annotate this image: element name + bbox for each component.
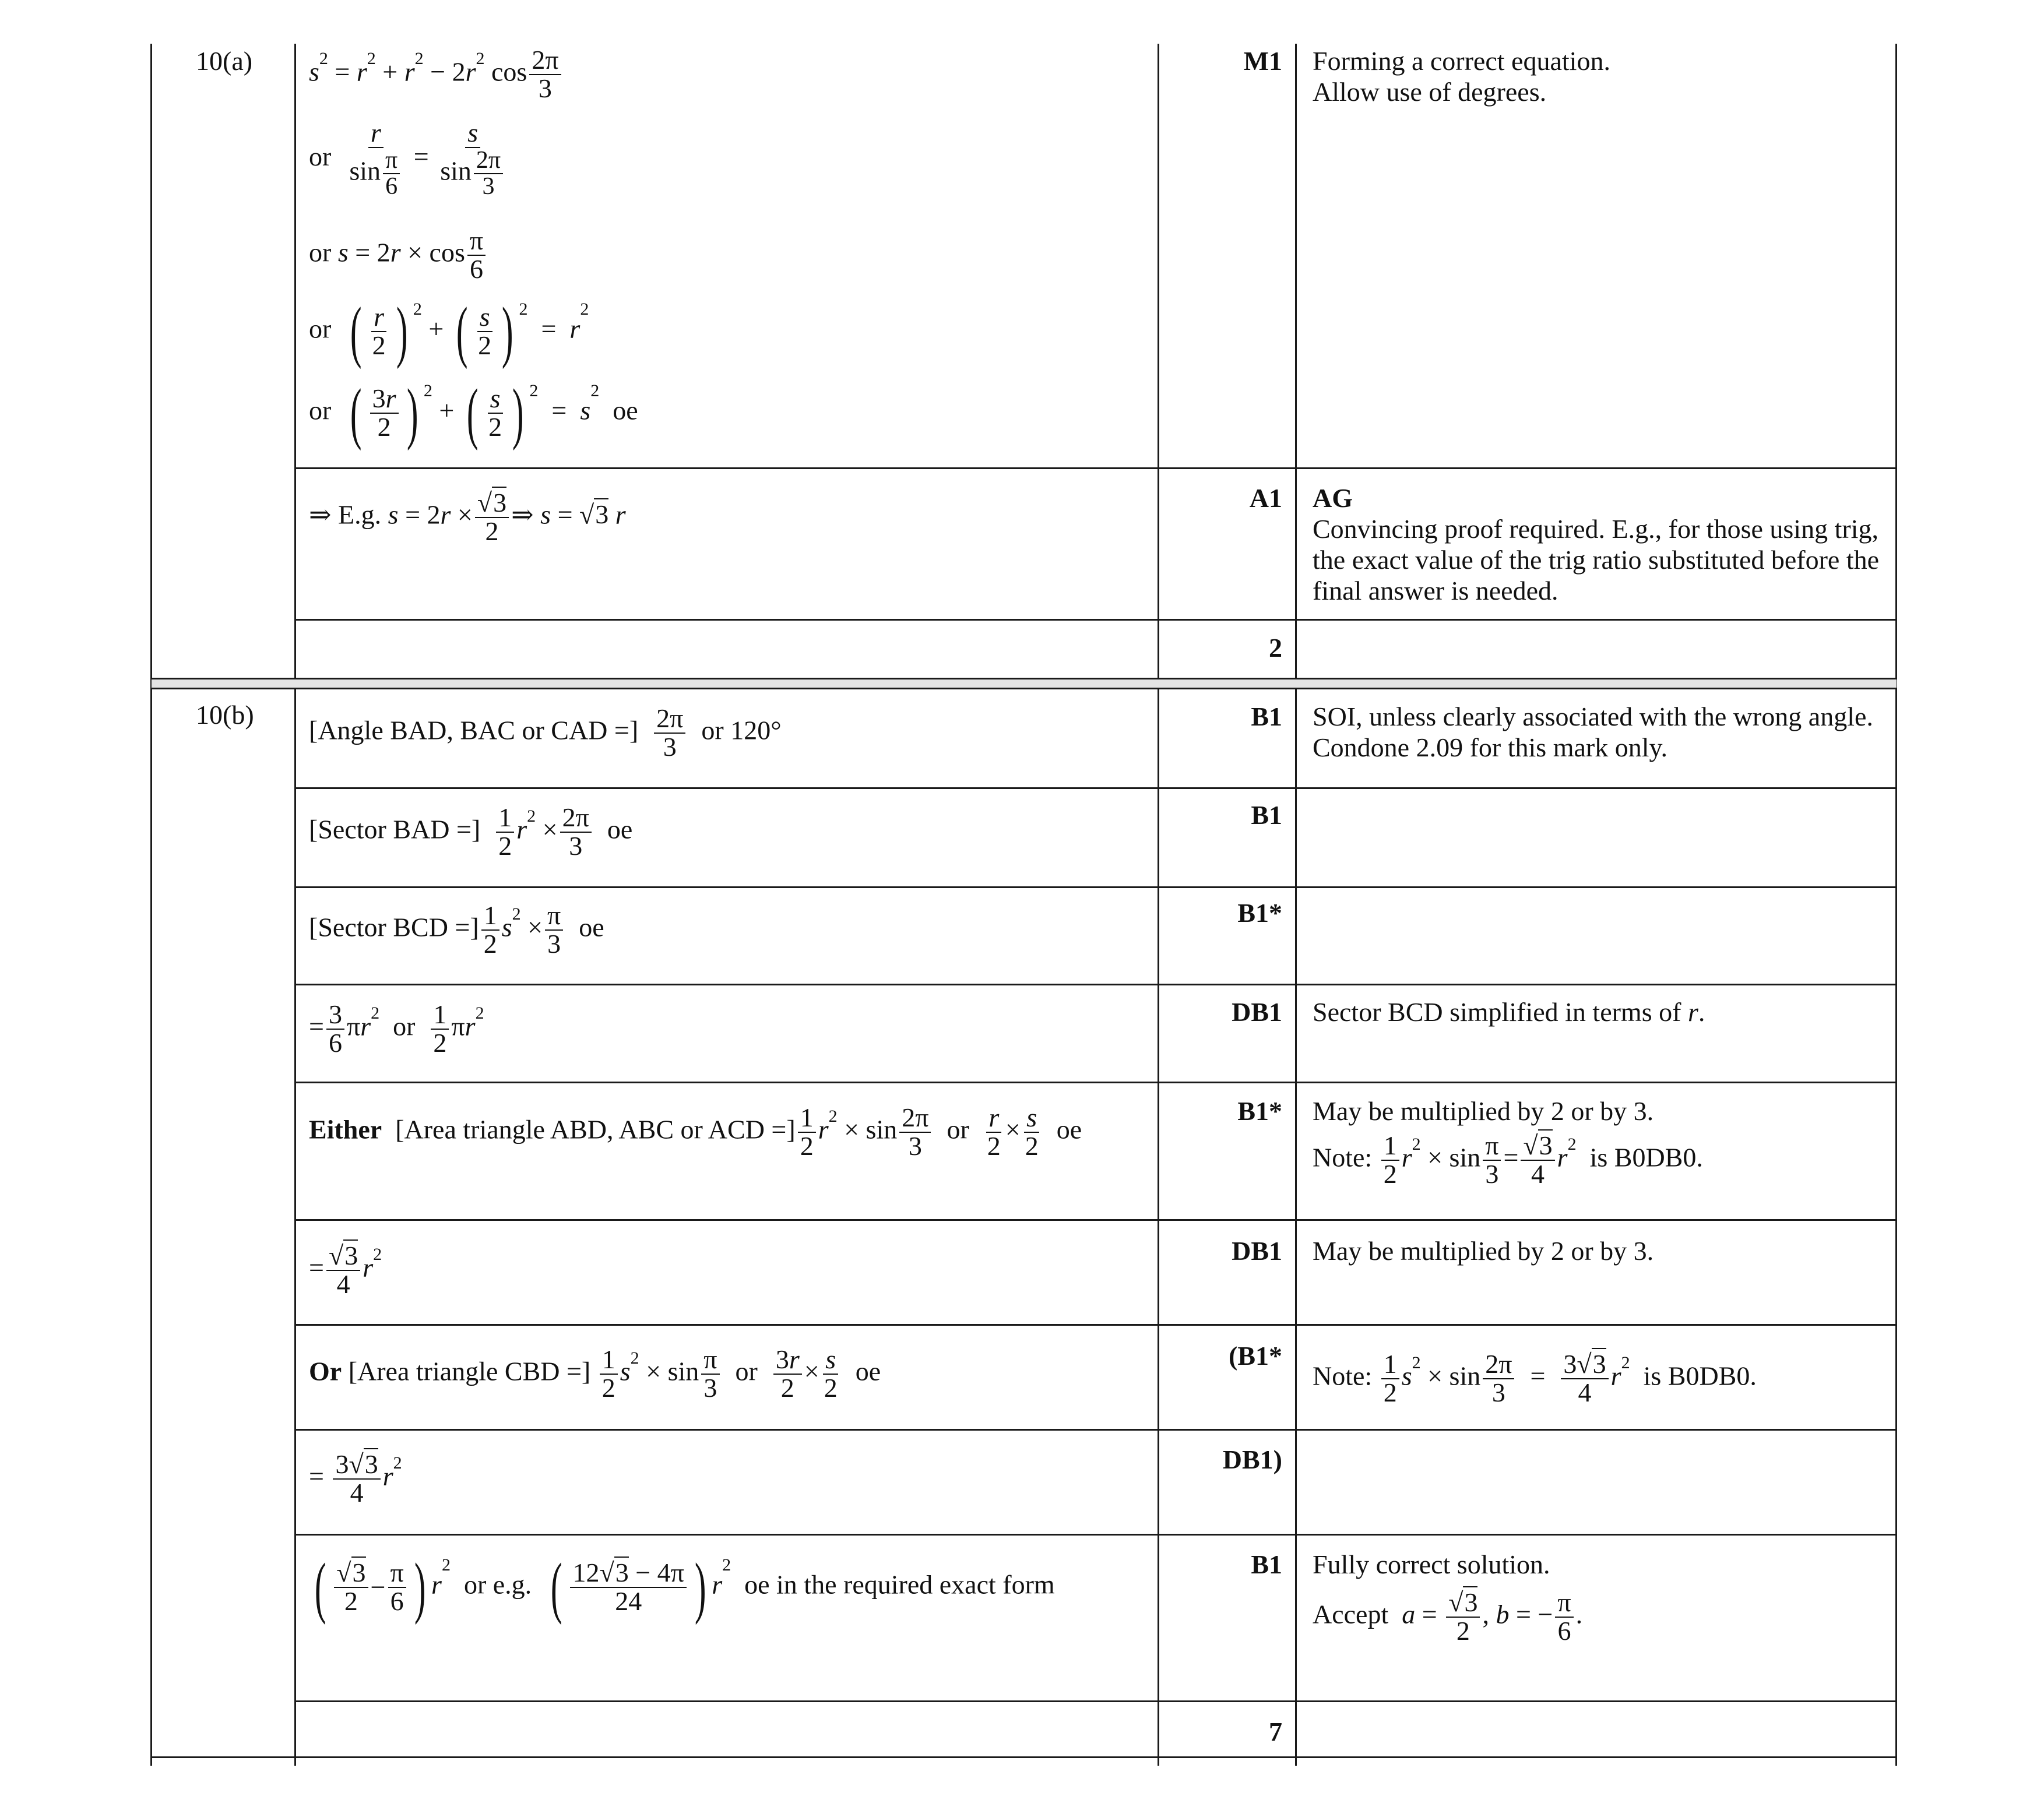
question-number: 10(b) [196, 700, 254, 730]
guidance-text: Forming a correct equation. Allow use of degrees. [1313, 46, 1610, 107]
question-separator [152, 678, 1897, 689]
answer-equation-pythagoras-1: or ( r 2 ) $^2$ + ( s 2 ) $^2 = r^2$ [309, 293, 589, 369]
answer-triangle-either: Either [Area triangle ABD, ABC or ACD =] $\frac{1}{2}$ $r^2 \times \sin$ $\frac{2\pi}{3}$ or $\frac{r}{2}$ × $\frac{s}{2}$ oe [309, 1103, 1082, 1161]
answer-triangle-cbd-value: = $\frac{3√3}{4}$ $r^2$ [309, 1449, 402, 1508]
column-divider-answer [294, 44, 296, 1766]
mark-code: B1 [1251, 1550, 1282, 1579]
column-divider-guidance [1295, 44, 1297, 1766]
total-marks: 7 [1269, 1717, 1282, 1746]
mark-code: A1 [1249, 483, 1282, 513]
guidance-text: Sector BCD simplified in terms of r. [1313, 997, 1705, 1027]
answer-conclusion: ⇒ E.g. s = 2r × $\frac{√3}{2}$ ⇒ s = √3 r [309, 488, 626, 546]
guidance-text: SOI, unless clearly associated with the wrong angle. Condone 2.09 for this mark only. [1313, 702, 1873, 762]
guidance-text: Fully correct solution. Accept a = $\frac{√3}{2}$ , b = − $\frac{\pi}{6}$ . [1313, 1550, 1583, 1646]
answer-equation-pythagoras-2: or ( 3r 2 ) $^2$ + ( s 2 ) $^2 = s^2$ oe [309, 375, 638, 451]
guidance-text: May be multiplied by 2 or by 3. Note: $\frac{1}{2}$ $r^2 \times \sin$ $\frac{\pi}{3}$ = $\frac{√3}{4}$ $r^2$ is B0DB0. [1313, 1096, 1703, 1189]
answer-sector-simplified: = $\frac{3}{6}$ $\pi r^2$ or $\frac{1}{2}$ $\pi r^2$ [309, 999, 484, 1058]
mark-code: DB1 [1232, 1236, 1282, 1266]
row-divider [294, 1534, 1897, 1536]
row-divider [294, 886, 1897, 888]
guidance-text: May be multiplied by 2 or by 3. [1313, 1236, 1654, 1266]
answer-triangle-or: Or [Area triangle CBD =] $\frac{1}{2}$ $s^2 \times \sin$ $\frac{\pi}{3}$ or $\frac{3r}{2}$ × $\frac{s}{2}$ oe [309, 1344, 881, 1403]
question-number: 10(a) [196, 46, 253, 76]
row-divider [294, 1082, 1897, 1083]
answer-equation-cos-half: or s = 2r × cos $\frac{\pi}{6}$ [309, 227, 488, 283]
mark-code: DB1) [1222, 1445, 1282, 1474]
row-divider [294, 1324, 1897, 1326]
row-divider [294, 467, 1897, 469]
row-divider [294, 1219, 1897, 1221]
table-border-bottom [150, 1756, 1897, 1758]
mark-code: B1* [1237, 898, 1282, 928]
mark-code: (B1* [1229, 1341, 1282, 1371]
mark-code: B1 [1251, 702, 1282, 731]
guidance-text: AG Convincing proof required. E.g., for those using trig, the exact value of the trig ratio substituted before the final answer is needed. [1313, 483, 1880, 605]
row-divider [294, 787, 1897, 789]
answer-sector-bcd: [Sector BCD =] $\frac{1}{2}$ $s^2$ × $\frac{\pi}{3}$ oe [309, 900, 604, 959]
row-divider [294, 1700, 1897, 1702]
mark-code: B1 [1251, 800, 1282, 830]
table-border-right [1895, 44, 1897, 1766]
answer-sector-bad: [Sector BAD =] $\frac{1}{2}$ $r^2$ × $\frac{2\pi}{3}$ oe [309, 802, 633, 861]
answer-triangle-value: = $\frac{√3}{4}$ $r^2$ [309, 1241, 382, 1299]
answer-equation-cosine-rule: $s^2 = r^2 + r^2 - 2r^2$ cos $\frac{2\pi}{3}$ [309, 47, 564, 103]
answer-angle: [Angle BAD, BAC or CAD =] $\frac{2\pi}{3}$ or 120° [309, 703, 782, 762]
table-border-left [150, 44, 152, 1766]
row-divider [294, 619, 1897, 621]
guidance-text: Note: $\frac{1}{2}$ $s^2 \times \sin$ $\frac{2\pi}{3}$ = $\frac{3√3}{4}$ $r^2$ is B0DB0. [1313, 1349, 1757, 1407]
mark-code: M1 [1243, 46, 1282, 76]
answer-equation-sine-rule: or r sin $\frac{\pi}{6}$ = s sin $\frac{2\pi}{3}$ [309, 119, 510, 199]
mark-code: DB1 [1232, 997, 1282, 1027]
total-marks: 2 [1269, 633, 1282, 663]
mark-code: B1* [1237, 1096, 1282, 1126]
column-divider-marks [1158, 44, 1159, 1766]
row-divider [294, 984, 1897, 985]
answer-final: ( √3 2 − π 6 ) $r^2$ or e.g. ( 12√3 − 4π 24 ) $r^2$ oe in the required exact form [314, 1549, 1055, 1625]
row-divider [294, 1429, 1897, 1431]
